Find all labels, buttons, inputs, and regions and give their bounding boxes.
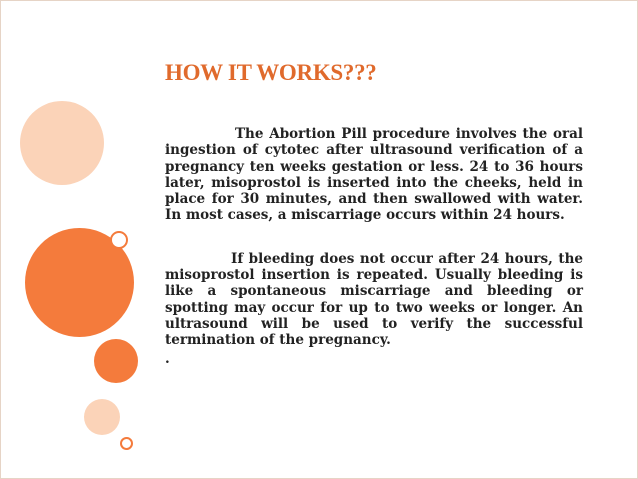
decor-circle-top	[20, 101, 104, 185]
decor-circle-outline-tiny	[120, 437, 133, 450]
decor-circle-medium	[94, 339, 138, 383]
paragraph-1: The Abortion Pill procedure involves the oral ingestion of cytotec after ultrasound verification of a pregnancy ten weeks gestation or less. 24 to 36 hours later, misoprostol is inserted into the cheeks, held in place for 30 minutes, and then swallowed with water. In most cases, a miscarriage occurs within 24 hours.	[165, 126, 583, 224]
paragraph-3: .	[165, 350, 170, 367]
decor-circle-outline-small	[110, 231, 128, 249]
paragraph-2: If bleeding does not occur after 24 hours, the misoprostol insertion is repeated. Usually bleeding is like a spontaneous miscarriage and bleeding or spotting may occur for up to two weeks or longer. An ultrasound will be used to verify the successful termination of the pregnancy.	[165, 250, 583, 349]
slide-body	[165, 126, 583, 367]
decor-circle-light-medium	[84, 399, 120, 435]
slide-title: HOW IT WORKS???	[165, 60, 377, 85]
